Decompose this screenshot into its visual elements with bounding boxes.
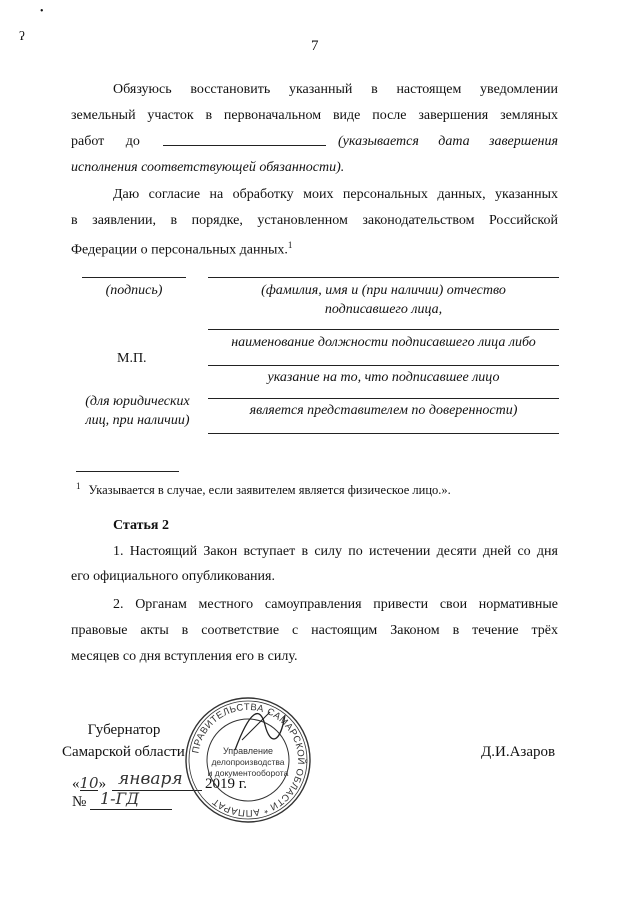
date-month: января: [118, 769, 183, 789]
number-underline: [90, 809, 172, 810]
position-caption: наименование должности подписавшего лица либо: [231, 335, 536, 350]
date-blank-line: [163, 145, 326, 146]
margin-dot: •: [40, 6, 44, 17]
page-number: 7: [311, 38, 319, 54]
legal-caption-1: (для юридических: [85, 394, 190, 409]
para1-line3-b: (указывается дата завершения: [338, 134, 558, 149]
para1-line2: земельный участок в первоначальном виде после завершения земляных: [71, 108, 558, 123]
article-heading: Статья 2: [113, 518, 169, 533]
para2-line2: в заявлении, в порядке, установленном законодательством Российской: [71, 213, 558, 228]
number-label: №: [72, 794, 87, 810]
governor-title-1: Губернатор: [87, 722, 161, 738]
article-p2-line3: месяцев со дня вступления его в силу.: [71, 649, 298, 664]
governor-name: Д.И.Азаров: [481, 744, 556, 760]
handwritten-signature: [230, 700, 290, 760]
legal-caption-2: лиц, при наличии): [85, 413, 190, 428]
number-value: 1-ГД: [100, 789, 140, 808]
para1-line1: Обязуюсь восстановить указанный в настоящем уведомлении: [113, 82, 558, 97]
para1-line3-a: работ до: [71, 134, 140, 149]
article-p2-line2: правовые акты в соответствие с настоящим Законом в течение трёх: [71, 623, 558, 638]
footnote: [76, 481, 451, 498]
margin-mark: ʔ: [19, 28, 25, 43]
stamp-inner-3: и документооборота: [207, 768, 289, 778]
date-open-quote: «: [72, 776, 80, 792]
article-p1-line1: 1. Настоящий Закон вступает в силу по истечении десяти дней со дня: [113, 544, 558, 559]
article-p1-line2: его официального опубликования.: [71, 569, 275, 584]
proxy-caption-1: указание на то, что подписавшее лицо: [267, 370, 500, 385]
footnote-number: 1: [76, 481, 81, 491]
para2-line1: Даю согласие на обработку моих персональных данных, указанных: [113, 187, 558, 202]
stamp-inner-2: делопроизводства: [211, 757, 285, 767]
footnote-text: Указывается в случае, если заявителем является физическое лицо.».: [88, 483, 451, 498]
para2-line3-text: Федерации о персональных данных.: [71, 242, 288, 258]
stamp-ring-text: ПРАВИТЕЛЬСТВА САМАРСКОЙ ОБЛАСТИ * АППАРАТ: [190, 701, 307, 819]
article-p2-line1: 2. Органам местного самоуправления привести свои нормативные: [113, 597, 558, 612]
governor-title-2: Самарской области: [62, 744, 185, 760]
name-caption-1: (фамилия, имя и (при наличии) отчество: [261, 283, 506, 298]
footnote-separator: [76, 471, 179, 472]
name-caption-2: подписавшего лица,: [324, 302, 443, 317]
para2-line3: [71, 233, 292, 263]
stamp-place-label: М.П.: [117, 351, 147, 366]
date-close-quote: »: [98, 776, 107, 792]
proxy-caption-2: является представителем по доверенности): [249, 403, 518, 418]
signature-caption: (подпись): [105, 283, 163, 298]
stamp-inner-1: Управление: [222, 746, 274, 756]
date-year: 2019 г.: [205, 776, 247, 792]
para1-line4: исполнения соответствующей обязанности).: [71, 160, 345, 175]
date-day: 10: [79, 774, 99, 792]
proxy-line-3: [208, 433, 559, 434]
footnote-ref: 1: [287, 240, 293, 250]
